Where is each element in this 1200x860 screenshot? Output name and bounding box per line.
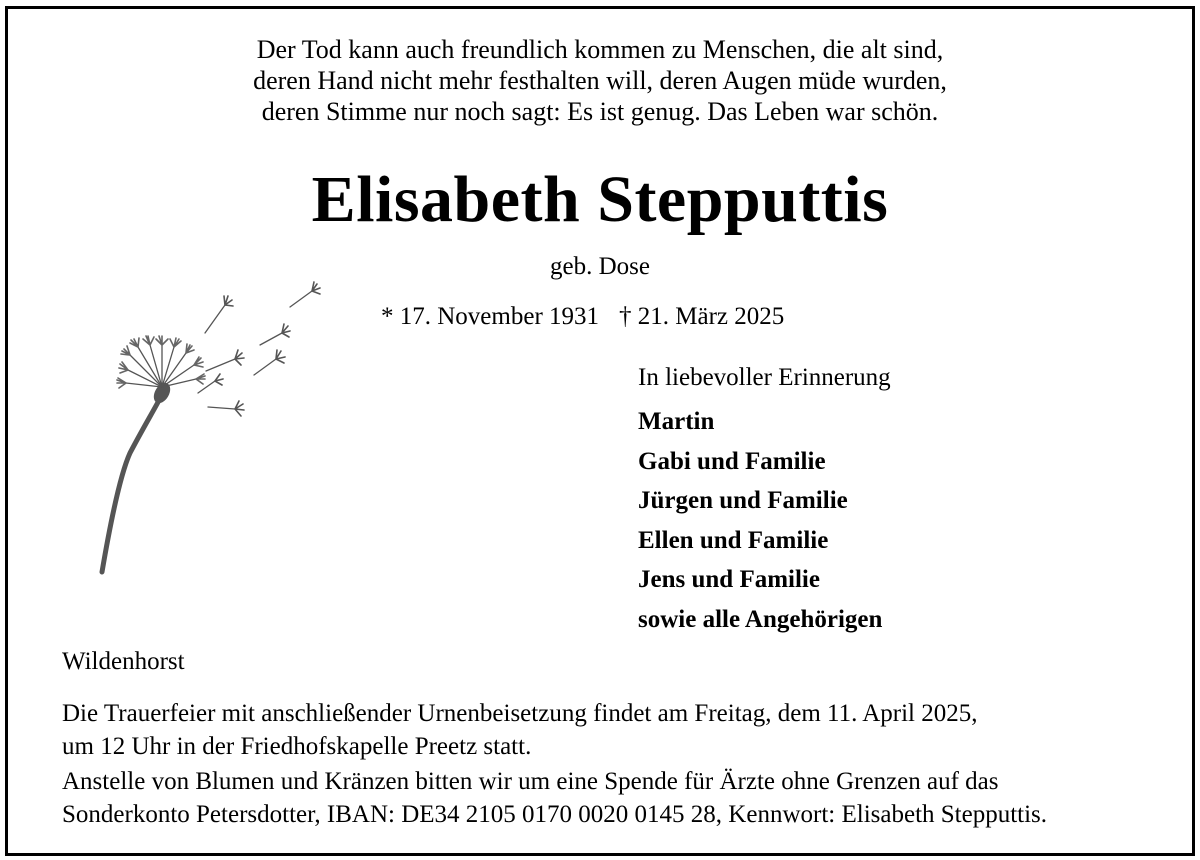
birth-date: * 17. November 1931: [381, 303, 600, 330]
donation-info: [62, 765, 1047, 831]
service-line: Die Trauerfeier mit anschließender Urnenbeisetzung findet am Freitag, dem 11. April 2025,: [62, 700, 978, 727]
quote-line: deren Hand nicht mehr festhalten will, deren Augen müde wurden,: [253, 66, 947, 95]
place-name: Wildenhorst: [62, 648, 185, 675]
mourner-name: Gabi und Familie: [638, 447, 826, 475]
service-line: um 12 Uhr in der Friedhofskapelle Preetz statt.: [62, 733, 532, 760]
mourner-name: Ellen und Familie: [638, 526, 829, 554]
dandelion-icon: [90, 275, 350, 585]
mourners-list: [638, 362, 891, 639]
maiden-name: geb. Dose: [550, 253, 650, 280]
donation-line: Sonderkonto Petersdotter, IBAN: DE34 2105 0170 0020 0145 28, Kennwort: Elisabeth Stepputtis.: [62, 801, 1048, 828]
funeral-service-info: [62, 697, 978, 763]
mourner-name: Martin: [638, 408, 715, 435]
memory-intro: In liebevoller Erinnerung: [638, 364, 891, 391]
death-date: † 21. März 2025: [619, 303, 785, 330]
donation-line: Anstelle von Blumen und Kränzen bitten wir um eine Spende für Ärzte ohne Grenzen auf das: [62, 768, 999, 795]
mourner-name: Jens und Familie: [638, 566, 820, 593]
poem-quote: [150, 34, 1050, 127]
deceased-name: Elisabeth Stepputtis: [311, 163, 889, 236]
quote-line: deren Stimme nur noch sagt: Es ist genug. Das Leben war schön.: [261, 97, 939, 126]
life-dates: [381, 301, 784, 333]
mourner-name: sowie alle Angehörigen: [638, 605, 883, 633]
quote-line: Der Tod kann auch freundlich kommen zu Menschen, die alt sind,: [256, 35, 944, 64]
mourner-name: Jürgen und Familie: [638, 487, 848, 514]
